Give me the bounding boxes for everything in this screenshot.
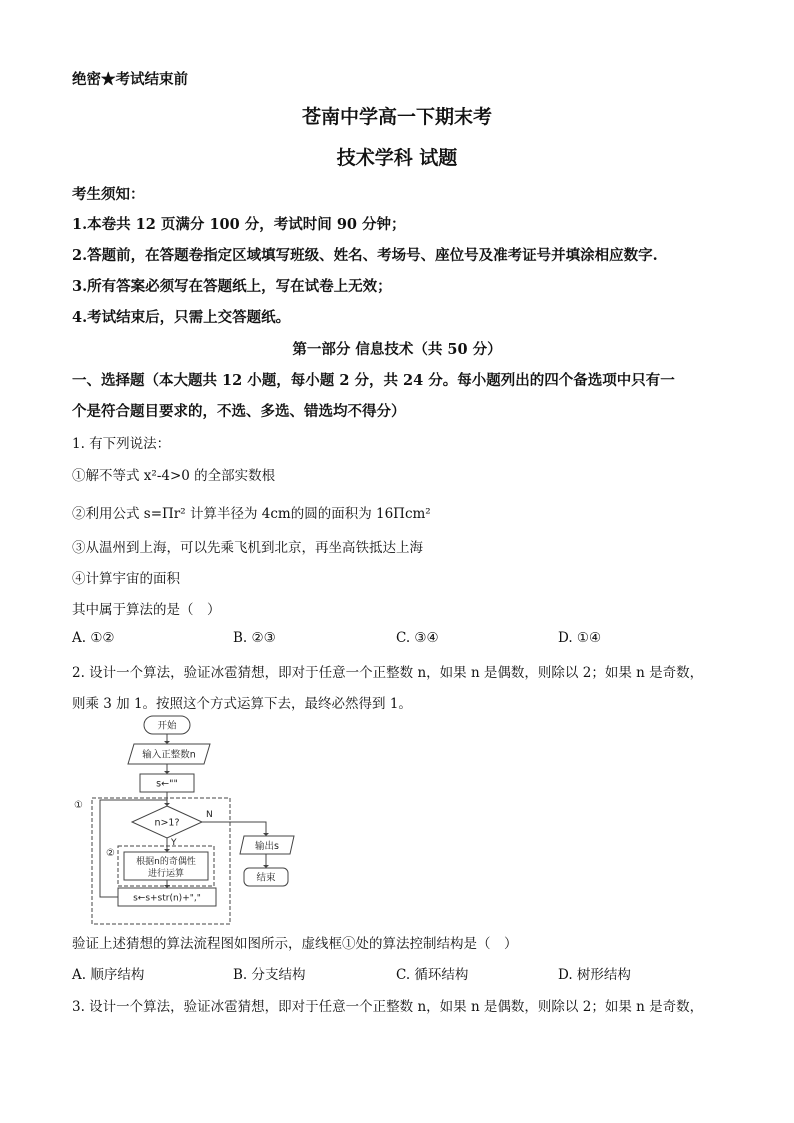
process-label-1: 根据n的奇偶性 <box>136 857 196 867</box>
no-label: N <box>206 810 213 820</box>
init-label: s←"" <box>156 778 178 790</box>
q1-statement-3: ③从温州到上海，可以先乘飞机到北京，再坐高铁抵达上海 <box>72 540 423 556</box>
no-branch-line <box>202 822 266 836</box>
condition-label: n>1? <box>154 817 180 829</box>
q3-stem-1: 3. 设计一个算法，验证冰雹猜想，即对于任意一个正整数 n，如果 n 是偶数，则除以 2；如果 n 是奇数， <box>72 999 704 1015</box>
secret-mark: 绝密★考试结束前 <box>72 71 188 88</box>
notice-item-3: 3.所有答案必须写在答题纸上，写在试卷上无效； <box>72 278 392 295</box>
page-title: 苍南中学高一下期末考 <box>301 106 492 128</box>
flowchart-svg <box>74 712 298 926</box>
flowchart <box>74 712 298 926</box>
mark-2: ② <box>106 848 115 859</box>
q2-option-c: C. 循环结构 <box>396 967 469 983</box>
q1-option-a: A. ①② <box>72 630 115 646</box>
notice-item-1: 1.本卷共 12 页满分 100 分，考试时间 90 分钟； <box>72 216 406 233</box>
q2-question: 验证上述猜想的算法流程图如图所示，虚线框①处的算法控制结构是（ ） <box>72 936 518 952</box>
q1-statement-1: ①解不等式 x²-4>0 的全部实数根 <box>72 468 276 484</box>
notice-item-2: 2.答题前，在答题卷指定区域填写班级、姓名、考场号、座位号及准考证号并填涂相应数字. <box>72 247 658 264</box>
end-label: 结束 <box>256 872 276 884</box>
q1-question: 其中属于算法的是（ ） <box>72 602 221 618</box>
q1-statement-4: ④计算宇宙的面积 <box>72 571 180 587</box>
q1-option-c: C. ③④ <box>396 630 439 646</box>
q2-stem-2: 则乘 3 加 1。按照这个方式运算下去，最终必然得到 1。 <box>72 696 412 712</box>
section-instruction-1: 一、选择题（本大题共 12 小题，每小题 2 分，共 24 分。每小题列出的四个备选项中只有一 <box>72 372 675 389</box>
q1-option-b: B. ②③ <box>233 630 276 646</box>
q1-statement-2: ②利用公式 s=Πr² 计算半径为 4cm的圆的面积为 16Πcm² <box>72 506 431 522</box>
q2-option-b: B. 分支结构 <box>233 967 306 983</box>
yes-label: Y <box>171 838 177 848</box>
part-title: 第一部分 信息技术（共 50 分） <box>292 341 502 358</box>
arrowhead-3 <box>164 803 170 806</box>
notice-item-4: 4.考试结束后，只需上交答题纸。 <box>72 309 291 326</box>
input-label: 输入正整数n <box>142 749 196 761</box>
start-label: 开始 <box>157 720 177 732</box>
process-label-2: 进行运算 <box>147 869 185 879</box>
page-subtitle: 技术学科 试题 <box>336 147 458 169</box>
q2-stem-1: 2. 设计一个算法，验证冰雹猜想，即对于任意一个正整数 n，如果 n 是偶数，则除以 2；如果 n 是奇数， <box>72 665 704 681</box>
q1-option-d: D. ①④ <box>558 630 602 646</box>
mark-1: ① <box>74 800 83 811</box>
section-instruction-2: 个是符合题目要求的，不选、多选、错选均不得分） <box>72 403 406 420</box>
output-label: 输出s <box>255 841 279 852</box>
q2-option-a: A. 顺序结构 <box>72 967 145 983</box>
concat-label: s←s+str(n)+"," <box>133 893 201 904</box>
notice-heading: 考生须知： <box>72 186 145 203</box>
q1-stem: 1. 有下列说法： <box>72 436 171 452</box>
q2-option-d: D. 树形结构 <box>558 967 631 983</box>
